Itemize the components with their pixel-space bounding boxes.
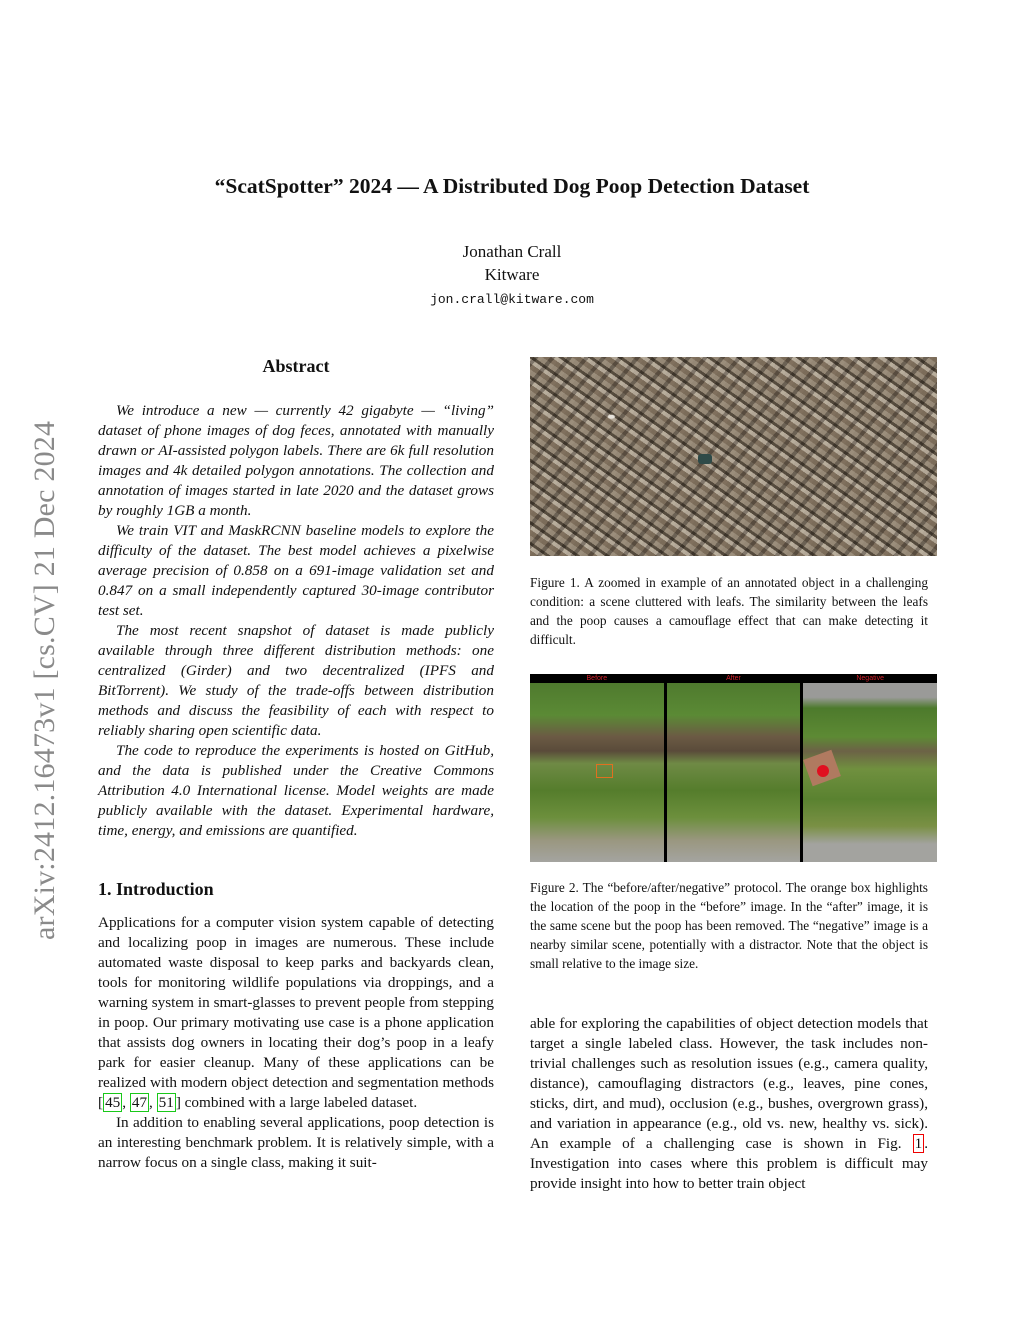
panel-before: [530, 674, 664, 862]
intro-paragraph: In addition to enabling several applications, poop detection is an interesting benchmark problem. It is relatively simple, with a narrow focus on a single class, making it suit-: [98, 1114, 494, 1171]
arxiv-identifier: arXiv:2412.16473v1 [cs.CV] 21 Dec 2024: [28, 420, 61, 940]
abstract-paragraph: The most recent snapshot of dataset is made publicly available through three different distribution methods: one centralized (Girder) and two decentralized (IPFS and BitTorrent). We study of the trade-offs between distribution methods and discuss the feasibility of each with respect to reliably sharing open scientific data.: [98, 622, 494, 739]
panel-after: [667, 674, 801, 862]
abstract-paragraph: We introduce a new — currently 42 gigabyte — “living” dataset of phone images of dog feces, annotated with manually drawn or AI-assisted polygon labels. There are 6k full resolution images and 4k detailed polygon annotations. The collection and annotation of images started in late 2020 and the dataset grows by roughly 1GB a month.: [98, 402, 494, 519]
author-affiliation: Kitware: [484, 265, 540, 284]
intro-text: ] combined with a large labeled dataset.: [175, 1094, 418, 1111]
paper-title: “ScatSpotter” 2024 — A Distributed Dog Poop Detection Dataset: [214, 174, 810, 198]
orange-bounding-box: [596, 764, 613, 778]
figure-1-caption: Figure 1. A zoomed in example of an annotated object in a challenging condition: a scene cluttered with leafs. The similarity between the leafs and the poop causes a camouflage effect that can make detecting it difficult.: [530, 575, 928, 647]
panel-label: Before: [530, 674, 664, 683]
intro-paragraph: Applications for a computer vision system capable of detecting and localizing poop in images are numerous. These include automated waste disposal to keep parks and backyards clean, tools for monitoring wildlife populations via droppings, and a warning system in smart-glasses to prevent people from stepping in poop. Our primary motivating use case is a phone application that assists dog owners in locating their dog’s poop in a leafy park for easier cleanup. Many of these applications can be realized with modern object detection and segmentation methods [ 45 , 47 , 51 ] combined with a large labeled dataset.: [98, 914, 494, 1111]
author-name: Jonathan Crall: [462, 242, 562, 261]
citation-link[interactable]: 47: [131, 1094, 148, 1111]
author-email[interactable]: jon.crall@kitware.com: [430, 292, 594, 307]
intro-text: able for exploring the capabilities of object detection models that target a single labeled class. However, the task includes non-trivial challenges such as resolution issues (e.g., camera quality, distance), camouflaging distractors (e.g., leaves, pine cones, sticks, dirt, and mud), occlusion (e.g., bushes, overgrown grass), and variation in appearance (e.g., old vs. new, healthy vs. sick). An example of a challenging case is shown in Fig.: [530, 1015, 928, 1152]
panel-negative: [803, 674, 937, 862]
panel-label: Negative: [803, 674, 937, 683]
author-block: [0, 240, 1024, 286]
figure-1-image-leaves: [530, 357, 937, 556]
abstract-heading: Abstract: [262, 356, 330, 376]
abstract-paragraph: We train VIT and MaskRCNN baseline models to explore the difficulty of the dataset. The best model achieves a pixelwise average precision of 0.858 on a 691-image validation set and 0.847 on a small independently captured 30-image contributor test set.: [98, 522, 494, 619]
figure-reference-link[interactable]: 1: [914, 1135, 923, 1152]
abstract-body: [98, 401, 494, 841]
citation-link[interactable]: 45: [105, 1094, 121, 1111]
figure-2-image: [530, 674, 937, 862]
panel-photo: [667, 683, 801, 862]
intro-text: Applications for a computer vision system capable of detecting and localizing poop in images are numerous. These include automated waste disposal to keep parks and backyards clean, tools for monitoring wildlife populations via droppings, and a warning system in smart-glasses to prevent people from stepping in poop. Our primary motivating use case is a phone application that assists dog owners in locating their dog’s poop in a leafy park for easier cleanup. Many of these applications can be realized with modern object detection and segmentation methods [: [98, 914, 494, 1111]
citation-link[interactable]: 51: [158, 1094, 174, 1111]
abstract-paragraph: The code to reproduce the experiments is hosted on GitHub, and the data is published under the Creative Commons Attribution 4.0 International license. Model weights are made publicly available with the dataset. Experimental hardware, time, energy, and emissions are quantified.: [98, 742, 494, 839]
panel-label: After: [667, 674, 801, 683]
intro-text: . Investigation into cases where this problem is difficult may provide insight into how to better train object: [530, 1135, 928, 1192]
introduction-body-left: [98, 913, 494, 1173]
annotated-object: [698, 454, 712, 464]
introduction-body-right: [530, 1014, 928, 1194]
figure-2-caption: Figure 2. The “before/after/negative” protocol. The orange box highlights the location of the poop in the “before” image. In the “after” image, it is the same scene but the poop has been removed. The “negative” image is a nearby similar scene, potentially with a distractor. Note that the object is small relative to the image size.: [530, 880, 928, 971]
section-heading-introduction: 1. Introduction: [98, 879, 214, 899]
